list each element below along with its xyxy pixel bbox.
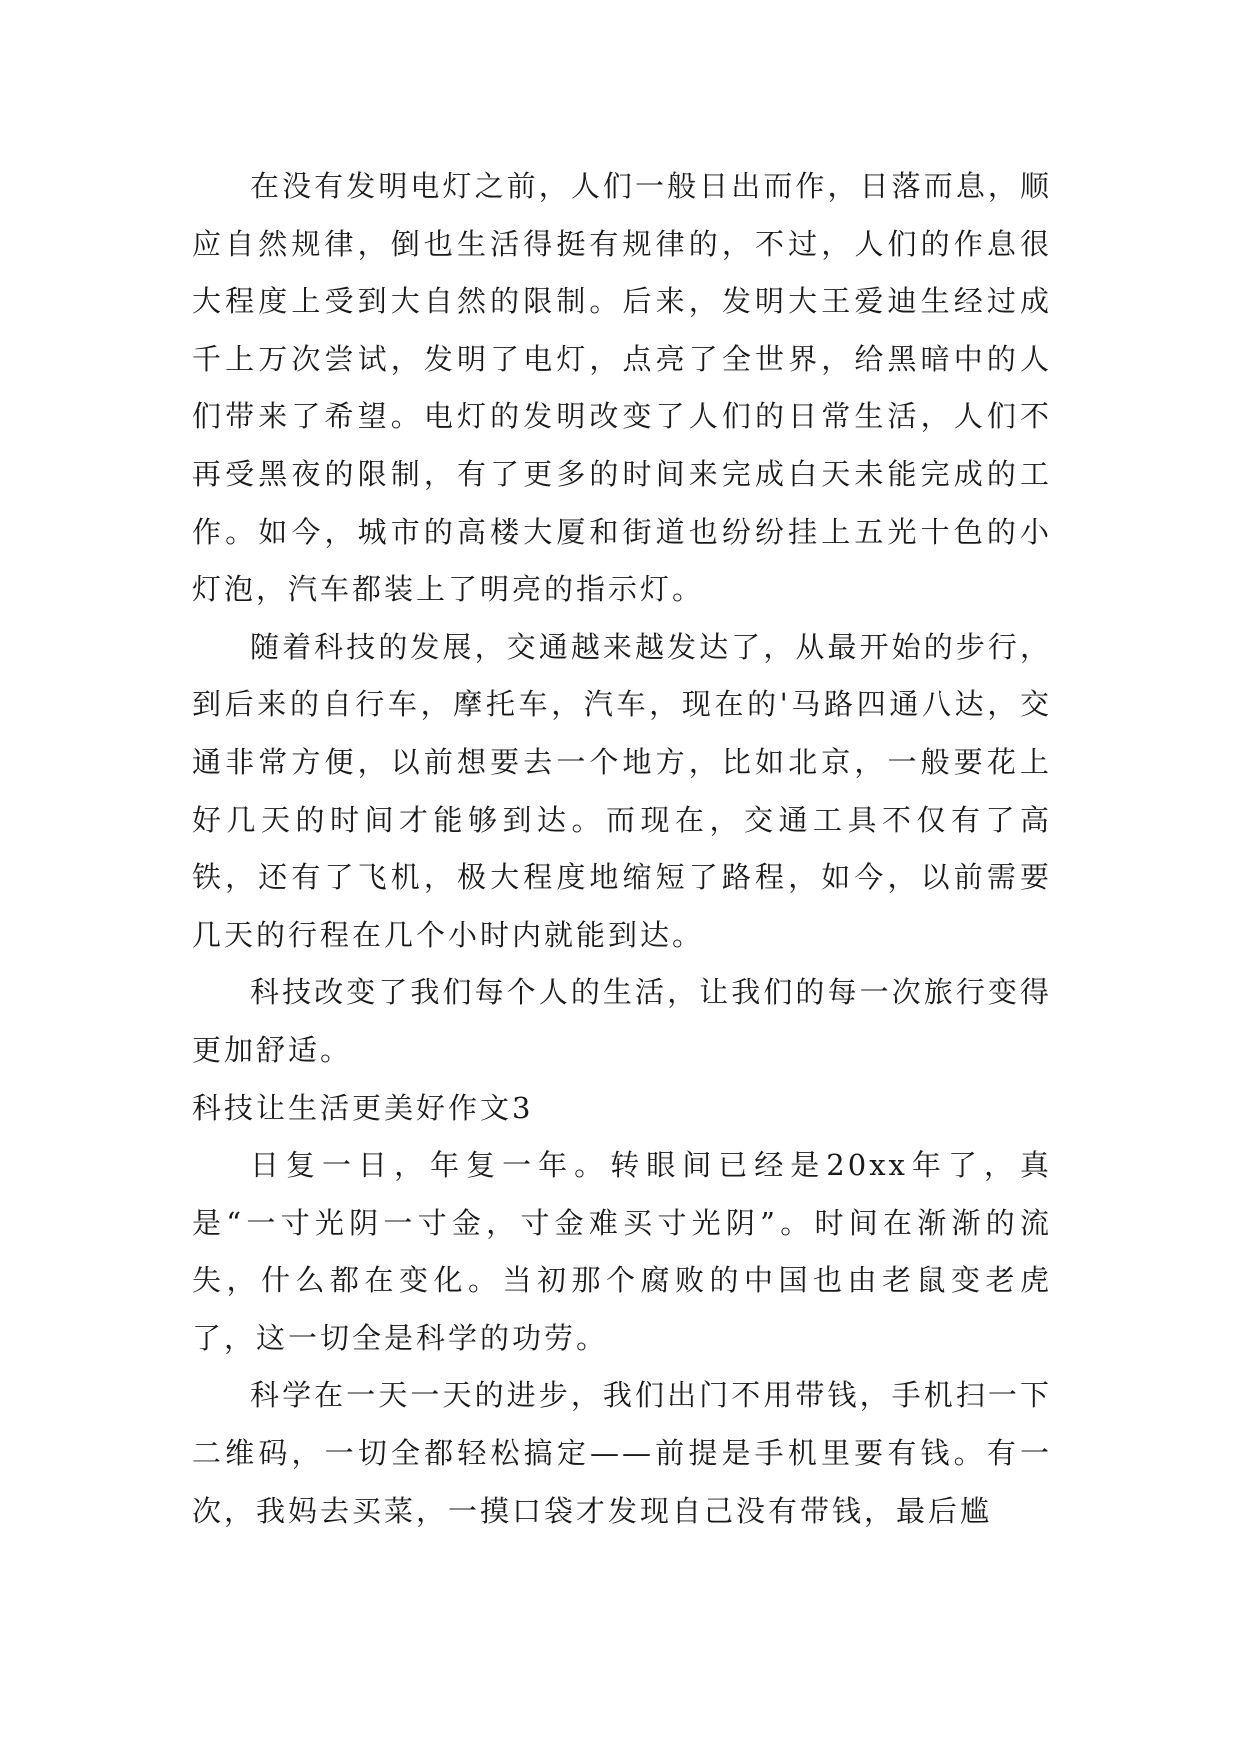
paragraph-time-passing: 日复一日，年复一年。转眼间已经是20xx年了，真是“一寸光阴一寸金，寸金难买寸光阴”。时间在渐渐的流失，什么都在变化。当初那个腐败的中国也由老鼠变老虎了，这一切全是科学的功劳。	[192, 1148, 1052, 1355]
paragraph-travel-comfort: 科技改变了我们每个人的生活，让我们的每一次旅行变得更加舒适。	[192, 975, 1052, 1067]
essay-heading: 科技让生活更美好作文3	[192, 1090, 534, 1125]
paragraph-transportation: 随着科技的发展，交通越来越发达了，从最开始的步行，到后来的自行车，摩托车，汽车，现在的'马路四通八达，交通非常方便，以前想要去一个地方，比如北京，一般要花上好几天的时间才能够到达。而现在，交通工具不仅有了高铁，还有了飞机，极大程度地缩短了路程，如今，以前需要几天的行程在几个小时内就能到达。	[192, 629, 1052, 952]
document-body	[192, 158, 1052, 1540]
paragraph-electric-light: 在没有发明电灯之前，人们一般日出而作，日落而息，顺应自然规律，倒也生活得挺有规律的，不过，人们的作息很大程度上受到大自然的限制。后来，发明大王爱迪生经过成千上万次尝试，发明了电灯，点亮了全世界，给黑暗中的人们带来了希望。电灯的发明改变了人们的日常生活，人们不再受黑夜的限制，有了更多的时间来完成白天未能完成的工作。如今，城市的高楼大厦和街道也纷纷挂上五光十色的小灯泡，汽车都装上了明亮的指示灯。	[192, 169, 1052, 607]
paragraph-mobile-payment: 科学在一天一天的进步，我们出门不用带钱，手机扫一下二维码，一切全都轻松搞定——前提是手机里要有钱。有一次，我妈去买菜，一摸口袋才发现自己没有带钱，最后尴	[192, 1378, 1052, 1528]
